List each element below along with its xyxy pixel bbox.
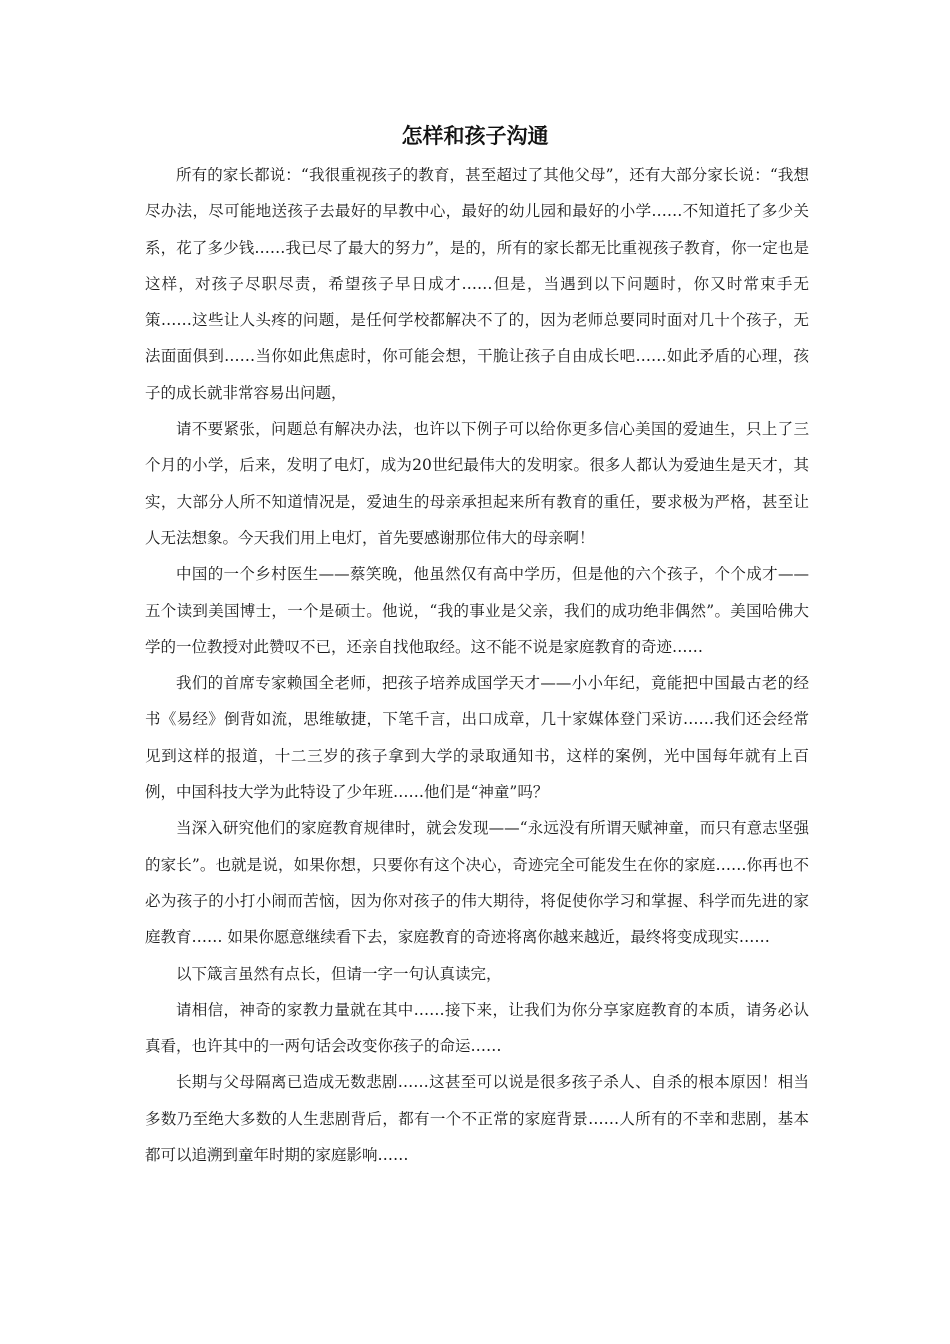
paragraph-1: 所有的家长都说：“我很重视孩子的教育，甚至超过了其他父母”，还有大部分家长说：“我想尽办法，尽可能地送孩子去最好的早教中心，最好的幼儿园和最好的小学……不知道托了多少关系，花了多少钱……我已尽了最大的努力”，是的，所有的家长都无比重视孩子教育，你一定也是这样，对孩子尽职尽责，希望孩子早日成才……但是，当遇到以下问题时，你又时常束手无策……这些让人头疼的问题，是任何学校都解决不了的，因为老师总要同时面对几十个孩子，无法面面俱到……当你如此焦虑时，你可能会想，干脆让孩子自由成长吧……如此矛盾的心理，孩子的成长就非常容易出问题， [145, 166, 809, 402]
document-body [145, 157, 809, 1173]
paragraph-4: 我们的首席专家赖国全老师，把孩子培养成国学天才——小小年纪，竟能把中国最古老的经书《易经》倒背如流，思维敏捷，下笔千言，出口成章，几十家媒体登门采访……我们还会经常见到这样的报道，十二三岁的孩子拿到大学的录取通知书，这样的案例，光中国每年就有上百例，中国科技大学为此特设了少年班……他们是“神童”吗？ [145, 674, 809, 802]
paragraph-6: 以下箴言虽然有点长，但请一字一句认真读完， [176, 964, 502, 983]
paragraph-7: 请相信，神奇的家教力量就在其中……接下来，让我们为你分享家庭教育的本质，请务必认真看，也许其中的一两句话会改变你孩子的命运…… [145, 1000, 809, 1056]
paragraph-2: 请不要紧张，问题总有解决办法，也许以下例子可以给你更多信心美国的爱迪生，只上了三个月的小学，后来，发明了电灯，成为20世纪最伟大的发明家。很多人都认为爱迪生是天才，其实，大部分人所不知道情况是，爱迪生的母亲承担起来所有教育的重任，要求极为严格，甚至让人无法想象。今天我们用上电灯，首先要感谢那位伟大的母亲啊！ [145, 420, 809, 547]
paragraph-8: 长期与父母隔离已造成无数悲剧……这甚至可以说是很多孩子杀人、自杀的根本原因！相当多数乃至绝大多数的人生悲剧背后，都有一个不正常的家庭背景……人所有的不幸和悲剧，基本都可以追溯到童年时期的家庭影响…… [145, 1073, 809, 1165]
paragraph-3: 中国的一个乡村医生——蔡笑晚，他虽然仅有高中学历，但是他的六个孩子，个个成才——五个读到美国博士，一个是硕士。他说，“我的事业是父亲，我们的成功绝非偶然”。美国哈佛大学的一位教授对此赞叹不已，还亲自找他取经。这不能不说是家庭教育的奇迹…… [145, 565, 809, 656]
document-title: 怎样和孩子沟通 [401, 124, 549, 148]
paragraph-5: 当深入研究他们的家庭教育规律时，就会发现——“永远没有所谓天赋神童，而只有意志坚强的家长”。也就是说，如果你想，只要你有这个决心，奇迹完全可能发生在你的家庭……你再也不必为孩子的小打小闹而苦恼，因为你对孩子的伟大期待，将促使你学习和掌握、科学而先进的家庭教育…… 如果你愿意继续看下去，家庭教育的奇迹将离你越来越近，最终将变成现实…… [145, 819, 809, 947]
